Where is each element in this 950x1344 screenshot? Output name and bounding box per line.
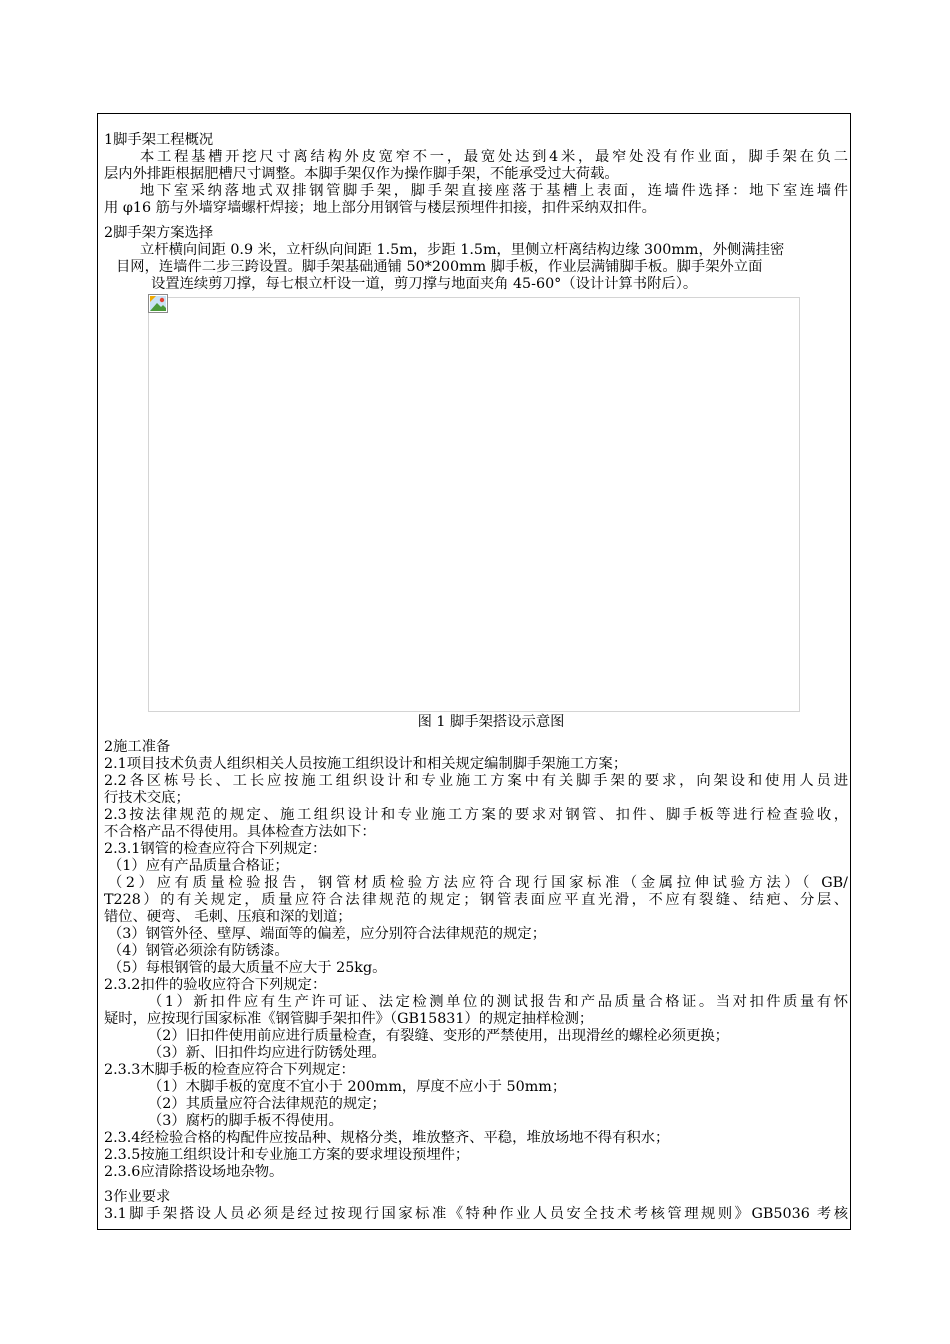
paragraph-line: 设置连续剪刀撑，每七根立杆设一道，剪刀撑与地面夹角 45-60°（设计计算书附后）。 [151,276,698,292]
paragraph-line: （2）其质量应符合法律规范的规定； [148,1096,386,1112]
paragraph-line: （1）木脚手板的宽度不宜小于 200mm，厚度不应小于 50mm； [148,1079,567,1095]
paragraph-line: 用 φ16 筋与外墙穿墙螺杆焊接；地上部分用钢管与楼层预埋件扣接，扣件采纳双扣件。 [104,200,656,216]
paragraph-line: 3.1脚手架搭设人员必须是经过按现行国家标准《特种作业人员安全技术考核管理规则》GB5036 考核 [104,1206,848,1222]
document-frame [97,113,851,1230]
paragraph-line: （3）新、旧扣件均应进行防锈处理。 [148,1045,386,1061]
paragraph-line: 2.3.2扣件的验收应符合下列规定： [104,977,327,993]
paragraph-line: 目网，连墙件二步三跨设置。脚手架基础通铺 50*200mm 脚手板，作业层满铺脚手板。脚手架外立面 [116,259,763,275]
section-title: 2施工准备 [104,739,171,755]
paragraph-line: 2.3按法律规范的规定、施工组织设计和专业施工方案的要求对钢管、扣件、脚手板等进行检查验收， [104,807,848,823]
paragraph-line: 本工程基槽开挖尺寸离结构外皮宽窄不一，最宽处达到4米，最窄处没有作业面，脚手架在负二 [140,149,848,165]
paragraph-line: （2）旧扣件使用前应进行质量检查，有裂缝、变形的严禁使用，出现滑丝的螺栓必须更换； [148,1028,729,1044]
paragraph-line: 疑时，应按现行国家标准《钢管脚手架扣件》（GB15831）的规定抽样检测； [104,1011,594,1027]
paragraph-line: 2.3.3木脚手板的检查应符合下列规定： [104,1062,355,1078]
paragraph-line: （5）每根钢管的最大质量不应大于 25kg。 [108,960,387,976]
paragraph-line: 2.3.6应清除搭设场地杂物。 [104,1164,284,1180]
scaffold-figure [148,294,800,714]
paragraph-line: （1）新扣件应有生产许可证、法定检测单位的测试报告和产品质量合格证。当对扣件质量有怀 [148,994,848,1010]
paragraph-line: 行技术交底； [104,790,190,806]
paragraph-line: （3）钢管外径、壁厚、端面等的偏差，应分别符合法律规范的规定； [108,926,546,942]
paragraph-line: 层内外排距根据肥槽尺寸调整。本脚手架仅作为操作脚手架，不能承受过大荷载。 [104,166,619,182]
paragraph-line: 2.1项目技术负责人组织相关人员按施工组织设计和相关规定编制脚手架施工方案； [104,756,628,772]
broken-image-icon [148,294,168,313]
section-title: 3作业要求 [104,1189,171,1205]
paragraph-line: 不合格产品不得使用。具体检查方法如下： [104,824,376,840]
figure-image-placeholder [148,297,800,712]
paragraph-line: 立杆横向间距 0.9 米，立杆纵向间距 1.5m，步距 1.5m，里侧立杆离结构边缘 300mm，外侧满挂密 [140,242,785,258]
paragraph-line: （1）应有产品质量合格证； [108,858,289,874]
paragraph-line: 2.3.1钢管的检查应符合下列规定： [104,841,327,857]
paragraph-line: 地下室采纳落地式双排钢管脚手架，脚手架直接座落于基槽上表面，连墙件选择：地下室连墙件 [140,183,848,199]
paragraph-line: 错位、硬弯、 毛刺、压痕和深的划道； [104,909,352,925]
paragraph-line: 2.3.4经检验合格的构配件应按品种、规格分类，堆放整齐、平稳，堆放场地不得有积水； [104,1130,670,1146]
section-title: 2脚手架方案选择 [104,225,214,241]
paragraph-line: T228）的有关规定，质量应符合法律规范的规定；钢管表面应平直光滑，不应有裂缝、结疤、分层、 [104,892,848,908]
paragraph-line: （3）腐朽的脚手板不得使用。 [148,1113,343,1129]
figure-caption: 图 1 脚手架搭设示意图 [417,714,565,730]
section-title: 1脚手架工程概况 [104,132,214,148]
paragraph-line: 2.2各区栋号长、工长应按施工组织设计和专业施工方案中有关脚手架的要求，向架设和使用人员进 [104,773,848,789]
paragraph-line: （2）应有质量检验报告，钢管材质检验方法应符合现行国家标准（金属拉伸试验方法）（ GB/ [108,875,848,891]
paragraph-line: （4）钢管必须涂有防锈漆。 [108,943,289,959]
paragraph-line: 2.3.5按施工组织设计和专业施工方案的要求埋设预埋件； [104,1147,470,1163]
document-content [104,132,848,1223]
